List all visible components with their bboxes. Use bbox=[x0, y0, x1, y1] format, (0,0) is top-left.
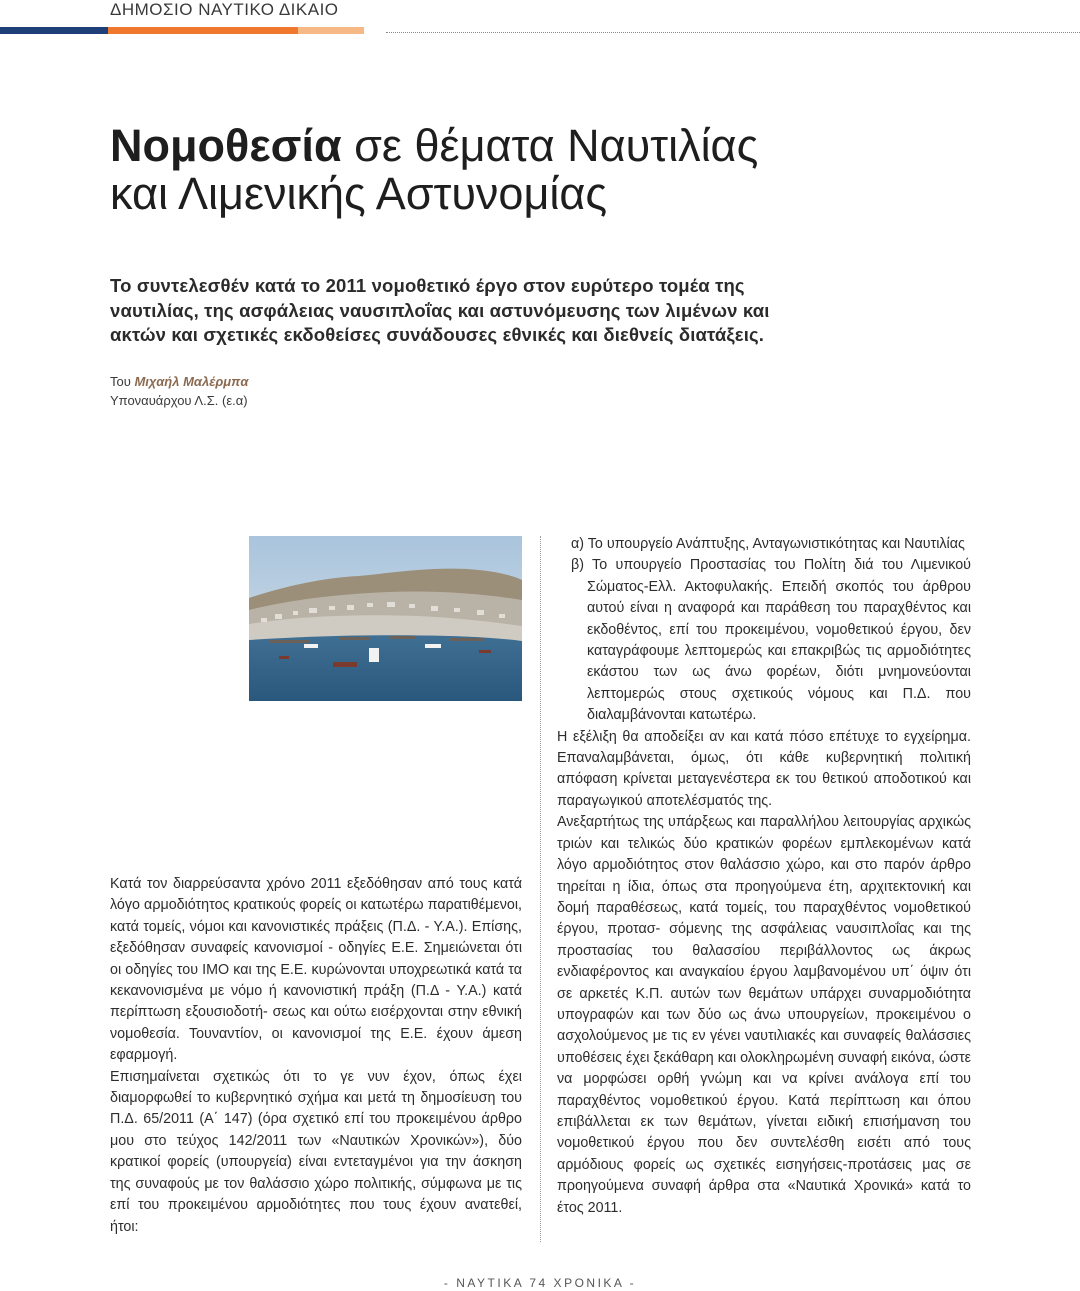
title-bold-word: Νομοθεσία bbox=[110, 120, 342, 171]
list-item-a: α) Το υπουργείο Ανάπτυξης, Ανταγωνιστικότητας και Ναυτιλίας bbox=[571, 536, 965, 552]
lead-line: ναυτιλίας, της ασφάλειας ναυσιπλοΐας και αστυνόμευσης των λιμένων και bbox=[110, 299, 770, 321]
author-name: Μιχαήλ Μαλέρμπα bbox=[134, 374, 249, 389]
lead-line: ακτών και σχετικές εκδοθείσες συνάδουσες εθνικές και διεθνείς διατάξεις. bbox=[110, 324, 765, 345]
right-paragraph-2: Ανεξαρτήτως της υπάρξεως και παραλλήλου λειτουργίας αρχικώς τριών και τελικώς δύο κρατικών φορέων εμπλεκομένων κατά λόγο αρμοδιότητος στον θαλάσσιο χώρο, και στο παρόν άρθρο τηρείται η ίδια, όπως στα προηγούμενα έτη, αρχιτεκτονική και δομή παραθέσεως, κατά τομείς, του παραχθέντος νομοθετικού έργου, προτασ- σόμενης της ασφάλειας ναυσιπλοΐας και της προστασίας του θαλασσίου περιβάλλοντος ως άκρως ενδιαφέροντος και αναγκαίου έργου λαμβανομένου υπ΄ όψιν ότι σε αρκετές Κ.Π. αυτών των θεμάτων υπάρχει συναρμοδιότητα υπογραφών και των δύο ως άνω υπουργείων, προκειμένου ο ασχολούμενος με τις εν γένει ναυτιλιακές και συναφείς θαλάσσιες υποθέσεις έχει ξεκάθαρη και ολοκληρωμένη συναφή εικόνα, ώστε να μορφώσει ορθή γνώμη και να κρίνει ανάλογα επί του παραχθέντος νομοθετικού έργου. Κατά περίπτωση και όπου επιβάλλεται εκ των θεμάτων, γίνεται ειδική επισήμανση του νομοθετικού έργου που δεν συντελέσθη εισέτι από τους αρμόδιους φορείς ως σχετικές εισηγήσεις-προτάσεις μας σε προηγούμενα συναφή άρθρα στα «Ναυτικά Χρονικά» κατά το έτος 2011. bbox=[557, 814, 971, 1216]
page-footer: - ΝΑΥΤΙΚΑ 74 ΧΡΟΝΙΚΑ - bbox=[443, 1276, 637, 1290]
left-paragraph-2: Επισημαίνεται σχετικώς ότι το γε νυν έχον, όπως έχει διαμορφωθεί το κυβερνητικό σχήμα και μετά τη δημοσίευση του Π.Δ. 65/2011 (Α΄ 147) (όρα σχετικό επί του προκειμένου άρθρο μου στο τεύχος 142/2011 των «Ναυτικών Χρονικών»), δύο κρατικοί φορείς (υπουργεία) είναι εντεταγμένοι για την άσκηση της συναφούς με τον θαλάσσιο χώρο πολιτικής, σύμφωνα με τις επί του προκειμένου αρμοδιότητες που τους έχουν ανατεθεί, ήτοι: bbox=[110, 1068, 522, 1235]
left-column bbox=[110, 874, 522, 1238]
harbor-photo bbox=[249, 536, 522, 701]
article-title bbox=[110, 122, 910, 218]
title-rest: σε θέματα Ναυτιλίας bbox=[341, 120, 759, 171]
list-item-b: β) Το υπουργείο Προστασίας του Πολίτη διά του Λιμενικού Σώματος-Ελλ. Ακτοφυλακής. Επειδή σκοπός του άρθρου αυτού είναι η αναφορά και παράθεση του παραχθέντος και εκδοθέντος, επί του προκειμένου, νομοθετικού έργου, δεν καταγράφουμε λεπτομερώς και επακριβώς τις αρμοδιότητες εκάστου των ως άνω φορέων, διότι μνημονεύονται λεπτομερώς στους σχετικούς νόμους και Π.Δ. που διαλαμβάνονται κατωτέρω. bbox=[571, 557, 971, 724]
article-lead bbox=[110, 274, 770, 348]
header-dotted-rule bbox=[386, 32, 1080, 33]
byline bbox=[110, 372, 248, 410]
section-label: ΔΗΜΟΣΙΟ ΝΑΥΤΙΚΟ ΔΙΚΑΙΟ bbox=[110, 0, 339, 19]
header-bar-blue bbox=[0, 27, 108, 34]
title-line-2: και Λιμενικής Αστυνομίας bbox=[110, 168, 608, 219]
byline-prefix: Του bbox=[110, 374, 135, 389]
lead-line: Το συντελεσθέν κατά το 2011 νομοθετικό έργο στον ευρύτερο τομέα της bbox=[110, 275, 745, 296]
header-bar-orange bbox=[108, 27, 298, 34]
author-rank: Υποναυάρχου Λ.Σ. (ε.α) bbox=[110, 393, 248, 408]
right-column bbox=[557, 534, 971, 1219]
left-paragraph-1: Κατά τον διαρρεύσαντα χρόνο 2011 εξεδόθησαν από τους κατά λόγο αρμοδιότητος κρατικούς φορείς οι κατωτέρω παρατιθέμενοι, κατά τομείς, νόμοι και κανονιστικές πράξεις (Π.Δ. - Υ.Α.). Επίσης, εξεδόθησαν συναφείς κανονισμοί - οδηγίες Ε.Ε. Σημειώνεται ότι οι οδηγίες του IMO και της Ε.Ε. κυρώνονται υποχρεωτικά κατά τα κεκανονισμένα με νόμο ή κανονιστική πράξη (Π.Δ - Υ.Α.) κατά περίπτωση εξουσιοδοτή- σεως και ούτω εισέρχονται στην εθνική νομοθεσία. Τουναντίον, οι κανονισμοί της Ε.Ε. έχουν άμεση εφαρμογή. bbox=[110, 876, 522, 1064]
right-paragraph-1: Η εξέλιξη θα αποδείξει αν και κατά πόσο επέτυχε το εγχείρημα. Επαναλαμβάνεται, όμως, ότι κάθε κυβερνητική πολιτική απόφαση κρίνεται μεταγενέστερα εκ του θετικού αποδοτικού και παραγωγικού αποτελέσματός της. bbox=[557, 728, 971, 809]
column-divider bbox=[540, 536, 541, 1242]
header-bar-peach bbox=[298, 27, 364, 34]
